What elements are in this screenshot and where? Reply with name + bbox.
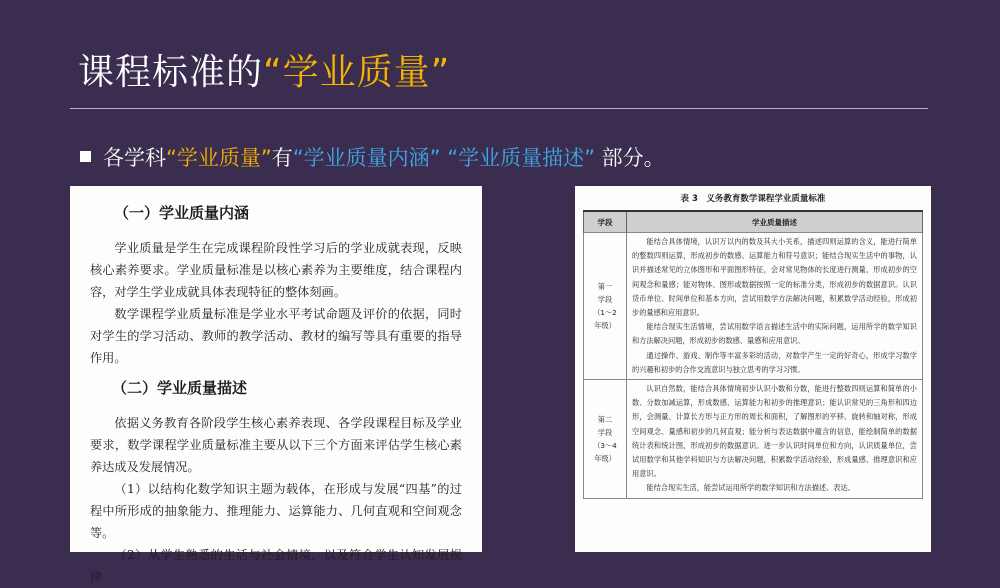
- stage-label: 年级）: [594, 453, 616, 463]
- stage-label: 第二: [597, 414, 613, 424]
- quality-standard-table-image: [575, 186, 931, 552]
- slide-title: [78, 44, 450, 95]
- stage-cell: [584, 233, 627, 380]
- bullet-text-highlight-quality: “学业质量”: [166, 146, 272, 170]
- table-caption: 表 3 义务教育数学课程学业质量标准: [680, 194, 826, 204]
- description-text: 能结合现实生活，能尝试运用所学的数学知识和方法描述、表达、: [646, 483, 855, 493]
- stage-label: 学段: [597, 427, 613, 437]
- excerpt-paragraph: 依据义务教育各阶段学生核心素养表现、各学段课程目标及学业要求，数学课程学业质量标准主要从以下三个方面来评估学生核心素养达成及发展情况。: [90, 416, 462, 474]
- bullet-text-highlight-connotation: “学业质量内涵”: [292, 146, 441, 170]
- bullet-text-1: 各学科: [103, 146, 166, 170]
- excerpt-heading-connotation: （一）学业质量内涵: [114, 204, 250, 222]
- table-row: [584, 233, 923, 380]
- title-divider: [70, 108, 928, 109]
- description-text: 通过操作、游戏、制作等丰富多彩的活动，对数学产生一定的好奇心，形成学习数学的兴趣和初步的合作交流意识与独立思考的学习习惯。: [632, 350, 917, 374]
- excerpt-paragraph: 学业质量是学生在完成课程阶段性学习后的学业成就表现，反映核心素养要求。学业质量标准是以核心素养为主要维度，结合课程内容，对学生学业成就具体表现特征的整体刻画。: [90, 241, 462, 299]
- table-row: [584, 380, 923, 499]
- description-cell: [627, 233, 923, 380]
- bullet-point: [80, 142, 665, 172]
- stage-label: （3～4: [593, 440, 617, 450]
- excerpt-heading-description: （二）学业质量描述: [112, 379, 248, 397]
- excerpt-paragraph: 数学课程学业质量标准是学业水平考试命题及评价的依据，同时对学生的学习活动、教师的教学活动、教材的编写等具有重要的指导作用。: [90, 307, 462, 365]
- stage-label: 学段: [597, 295, 613, 305]
- column-header-description: 学业质量描述: [627, 211, 923, 233]
- bullet-text-6: 部分。: [594, 146, 665, 170]
- quality-standard-table: [583, 210, 923, 499]
- square-bullet-icon: [80, 151, 91, 162]
- stage-label: （1～2: [593, 308, 617, 318]
- description-text: 能结合具体情境，认识万以内的数及其大小关系，描述四则运算的含义，能进行简单的整数四则运算，形成初步的数感、运算能力和符号意识；能结合现实生活中的事物，认识并描述常见的立体图形和平面图形特征，会对常见物体的长度进行测量，形成初步的空间观念和量感；能对物体、图形或数据按照一定的标准分类，形成初步的数据意识。认识货币单位、时间单位和基本方向，尝试用数学方法解决问题，积累数学活动经验，形成初步的量感和应用意识。: [632, 237, 917, 318]
- column-header-stage: 学段: [584, 211, 627, 233]
- curriculum-excerpt-image: [70, 186, 482, 584]
- slide-title-prefix: 课程标准的: [78, 52, 264, 93]
- slide-title-highlight: “学业质量”: [263, 52, 451, 93]
- description-text: 能结合现实生活情境，尝试用数学语言描述生活中的实际问题，运用所学的数学知识和方法解决问题，形成初步的数感、量感和应用意识。: [632, 322, 917, 346]
- bullet-text-highlight-description: “学业质量描述”: [440, 146, 595, 170]
- excerpt-paragraph: （1）以结构化数学知识主题为载体，在形成与发展“四基”的过程中所形成的抽象能力、推理能力、运算能力、几何直观和空间观念等。: [90, 482, 462, 540]
- table-header-row: [584, 211, 923, 233]
- excerpt-paragraph: （2）从学生熟悉的生活与社会情境，以及符合学生认知发展规律: [90, 548, 462, 584]
- description-cell: [627, 380, 923, 499]
- stage-label: 第一: [597, 282, 613, 292]
- bullet-text-3: 有: [271, 146, 293, 170]
- stage-cell: [584, 380, 627, 499]
- stage-label: 年级）: [594, 321, 616, 331]
- description-text: 认识自然数，能结合具体情境初步认识小数和分数，能进行整数四则运算和简单的小数、分数加减运算，形成数感、运算能力和初步的推理意识；能认识常见的三角形和四边形，会测量、计算长方形与正方形的周长和面积，了解图形的平移、旋转和轴对称，形成空间观念、量感和初步的几何直观；能分析与表达数据中蕴含的信息，能绘制简单的数据统计表和统计图，形成初步的数据意识。进一步认识时间单位和方向，认识质量单位，尝试用数学和其他学科知识与方法解决问题，积累数学活动经验，形成量感、推理意识和应用意识。: [632, 384, 917, 479]
